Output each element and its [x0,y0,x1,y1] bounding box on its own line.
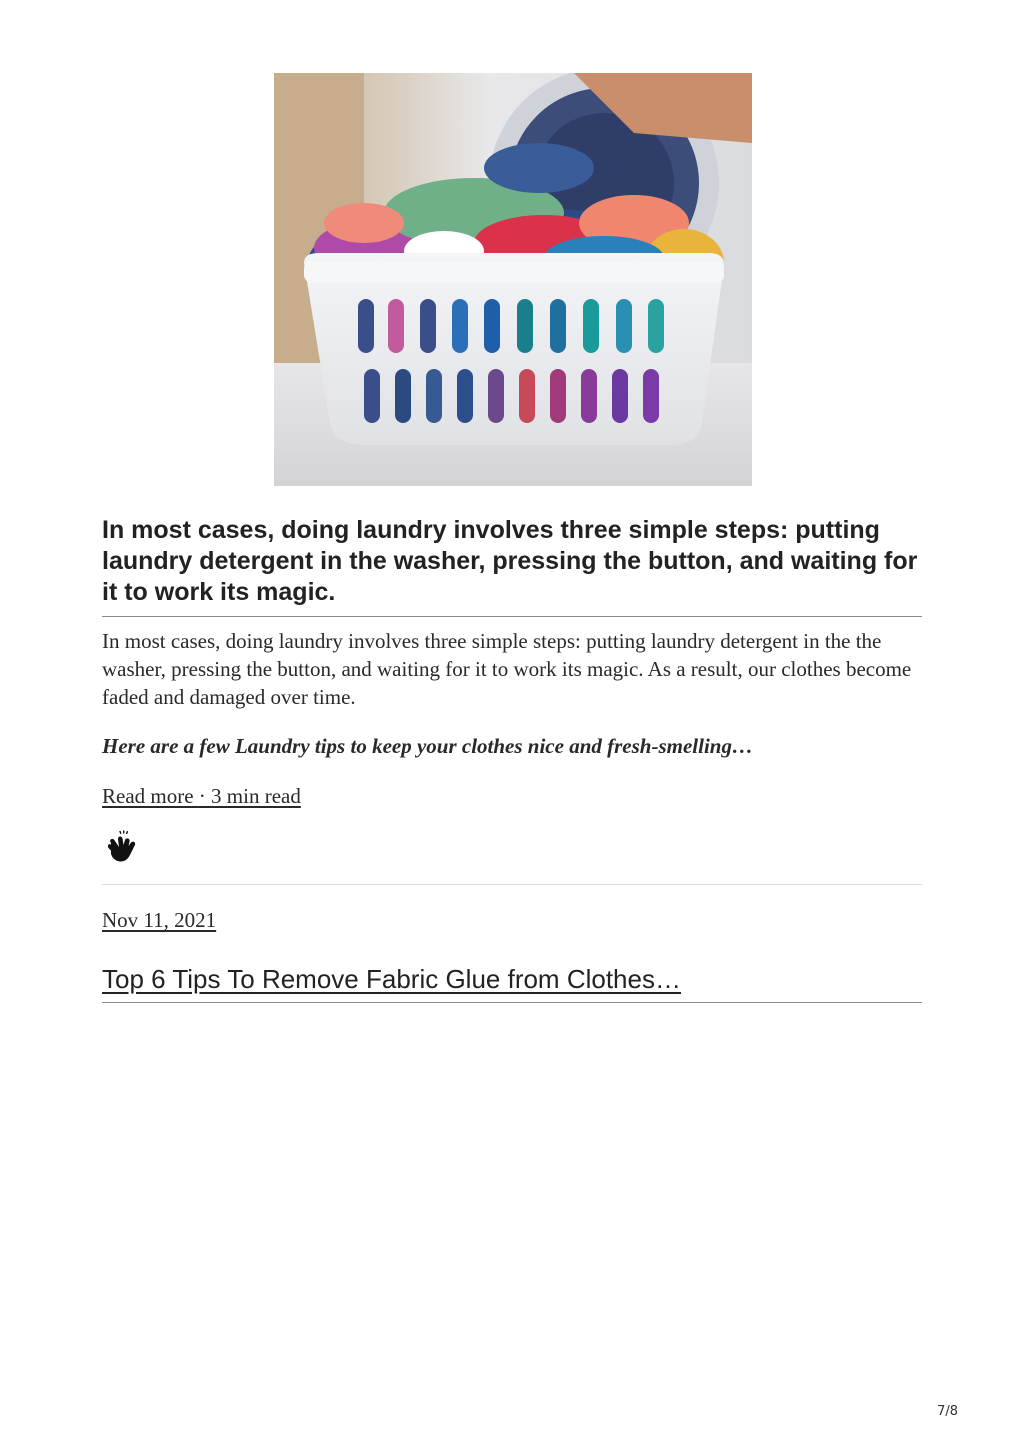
next-post-divider [102,1002,922,1003]
next-post-title-link[interactable]: Top 6 Tips To Remove Fabric Glue from Clothes… [102,964,681,994]
post-divider [102,884,922,885]
article-summary: In most cases, doing laundry involves three simple steps: putting laundry detergent in the the washer, pressing the button, and waiting for it to work its magic. As a result, our clothes become faded and damaged over time. [102,629,912,709]
article-headline: In most cases, doing laundry involves three simple steps: putting laundry detergent in the washer, pressing the button, and waiting for it to work its magic. [102,516,918,606]
clap-icon[interactable] [104,829,142,867]
headline-divider [102,616,922,617]
page-number: 7/8 [937,1404,958,1419]
article-hero-image [274,73,752,486]
article-teaser: Here are a few Laundry tips to keep your clothes nice and fresh-smelling… [102,734,753,758]
next-post-date-link[interactable]: Nov 11, 2021 [102,908,217,932]
read-more-link[interactable]: Read more · 3 min read [102,784,301,808]
